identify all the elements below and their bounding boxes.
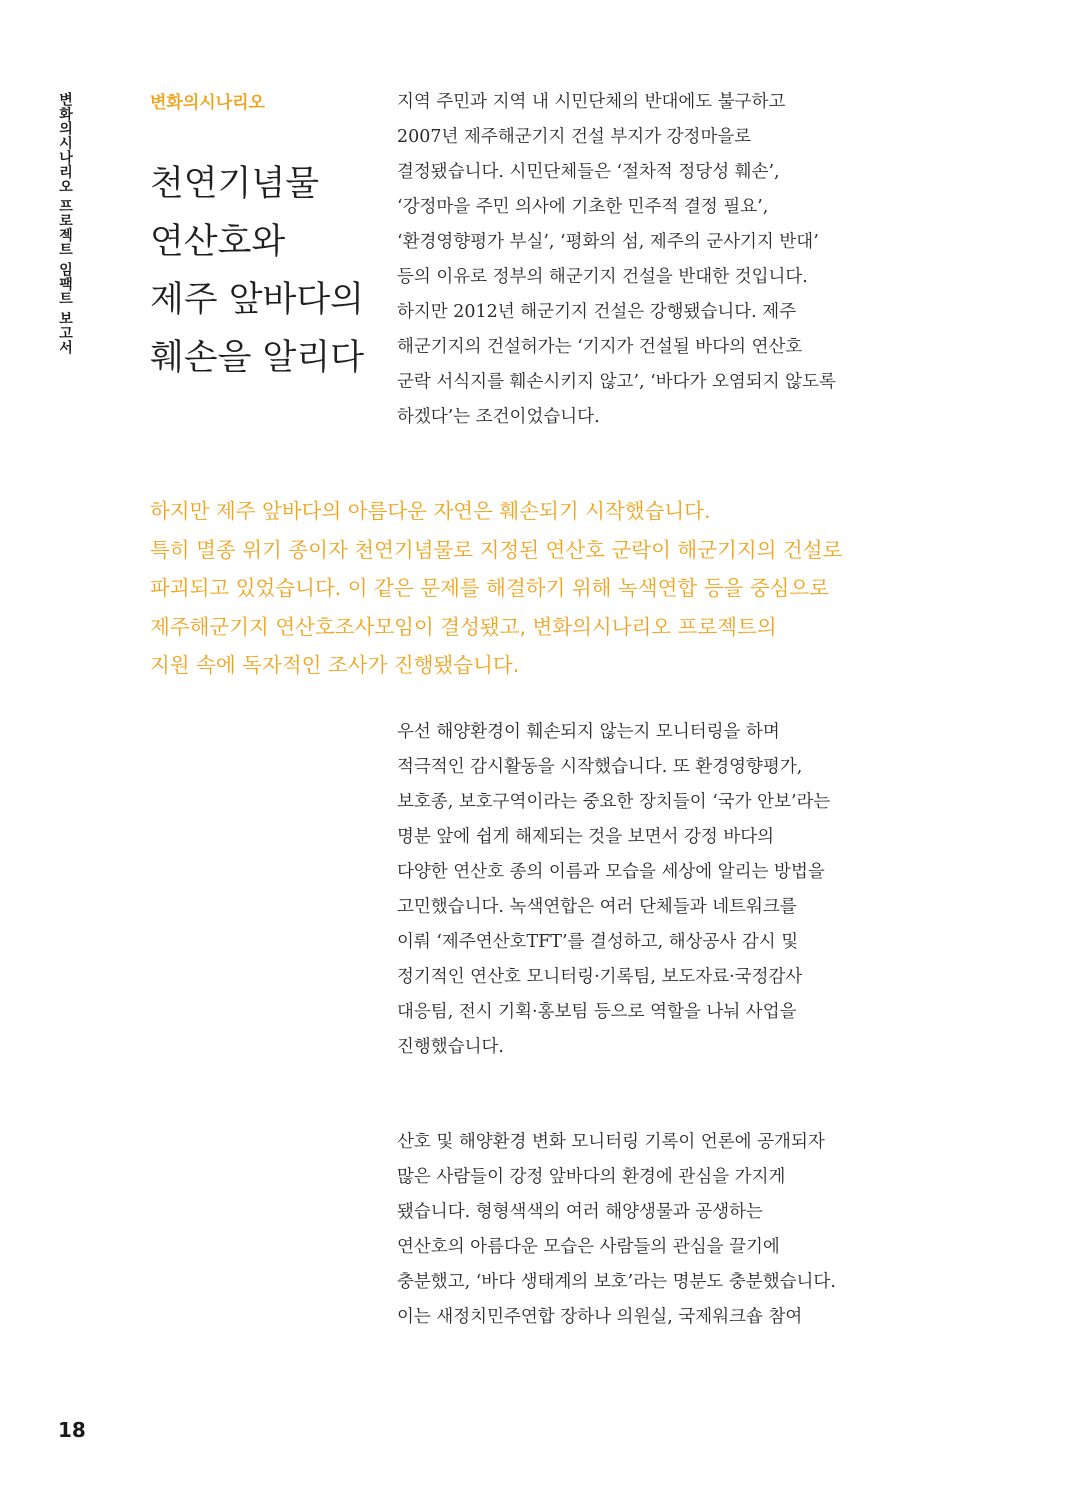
text-line: 많은 사람들이 강정 앞바다의 환경에 관심을 가지게 [397, 1167, 786, 1187]
text-line: 충분했고, ‘바다 생태계의 보호’라는 명분도 충분했습니다. [397, 1272, 836, 1292]
text-line: 해군기지의 건설허가는 ‘기지가 건설될 바다의 연산호 [397, 337, 803, 357]
text-line: 적극적인 감시활동을 시작했습니다. 또 환경영향평가, [397, 757, 803, 777]
text-line: 연산호의 아름다운 모습은 사람들의 관심을 끌기에 [397, 1237, 780, 1257]
highlight-line: 특히 멸종 위기 종이자 천연기념물로 지정된 연산호 군락이 해군기지의 건설로 [150, 537, 843, 562]
text-line: 이는 새정치민주연합 장하나 의원실, 국제워크숍 참여 [397, 1307, 803, 1327]
headline-line: 제주 앞바다의 [150, 280, 364, 320]
text-line: 진행했습니다. [397, 1037, 504, 1057]
text-line: 명분 앞에 쉽게 해제되는 것을 보면서 강정 바다의 [397, 827, 775, 847]
headline-line: 훼손을 알리다 [150, 338, 364, 378]
text-line: 등의 이유로 정부의 해군기지 건설을 반대한 것입니다. [397, 267, 808, 287]
text-line: 결정됐습니다. 시민단체들은 ‘절차적 정당성 훼손’, [397, 162, 780, 182]
headline-line: 연산호와 [150, 222, 286, 262]
text-line: 2007년 제주해군기지 건설 부지가 강정마을로 [397, 127, 752, 147]
highlight-line: 제주해군기지 연산호조사모임이 결성됐고, 변화의시나리오 프로젝트의 [150, 614, 777, 639]
highlight-line: 파괴되고 있었습니다. 이 같은 문제를 해결하기 위해 녹색연합 등을 중심으로 [150, 576, 830, 600]
text-line: 하겠다’는 조건이었습니다. [397, 407, 600, 427]
highlight-line: 하지만 제주 앞바다의 아름다운 자연은 훼손되기 시작했습니다. [150, 499, 711, 523]
headline [150, 155, 380, 387]
body-paragraph-3 [397, 1125, 907, 1335]
text-line: 다양한 연산호 종의 이름과 모습을 세상에 알리는 방법을 [397, 862, 825, 882]
highlight-line: 지원 속에 독자적인 조사가 진행됐습니다. [150, 653, 520, 677]
text-line: 됐습니다. 형형색색의 여러 해양생물과 공생하는 [397, 1202, 763, 1222]
text-line: 산호 및 해양환경 변화 모니터링 기록이 언론에 공개되자 [397, 1132, 825, 1152]
text-line: 지역 주민과 지역 내 시민단체의 반대에도 불구하고 [397, 92, 786, 112]
text-line: ‘환경영향평가 부실’, ‘평화의 섬, 제주의 군사기지 반대’ [397, 232, 819, 252]
text-line: 정기적인 연산호 모니터링·기록팀, 보도자료·국정감사 [397, 967, 803, 987]
text-line: 고민했습니다. 녹색연합은 여러 단체들과 네트워크를 [397, 897, 797, 917]
highlight-paragraph [150, 492, 930, 685]
intro-paragraph [397, 85, 907, 435]
text-line: 대응팀, 전시 기획·홍보팀 등으로 역할을 나눠 사업을 [397, 1002, 797, 1022]
body-paragraph-2 [397, 715, 907, 1065]
text-line: 보호종, 보호구역이라는 중요한 장치들이 ‘국가 안보’라는 [397, 792, 831, 812]
text-line: 하지만 2012년 해군기지 건설은 강행됐습니다. 제주 [397, 302, 797, 322]
text-line: 이뤄 ‘제주연산호TFT’를 결성하고, 해상공사 감시 및 [397, 932, 799, 952]
headline-line: 천연기념물 [150, 164, 320, 204]
page-number: 18 [58, 1418, 86, 1442]
text-line: 군락 서식지를 훼손시키지 않고’, ‘바다가 오염되지 않도록 [397, 372, 836, 392]
text-line: ‘강정마을 주민 의사에 기초한 민주적 결정 필요’, [397, 197, 769, 217]
text-line: 우선 해양환경이 훼손되지 않는지 모니터링을 하며 [397, 722, 780, 742]
running-header: 변화의시나리오 프로젝트 임팩트 보고서 [57, 92, 73, 355]
section-label: 변화의시나리오 [150, 93, 265, 113]
